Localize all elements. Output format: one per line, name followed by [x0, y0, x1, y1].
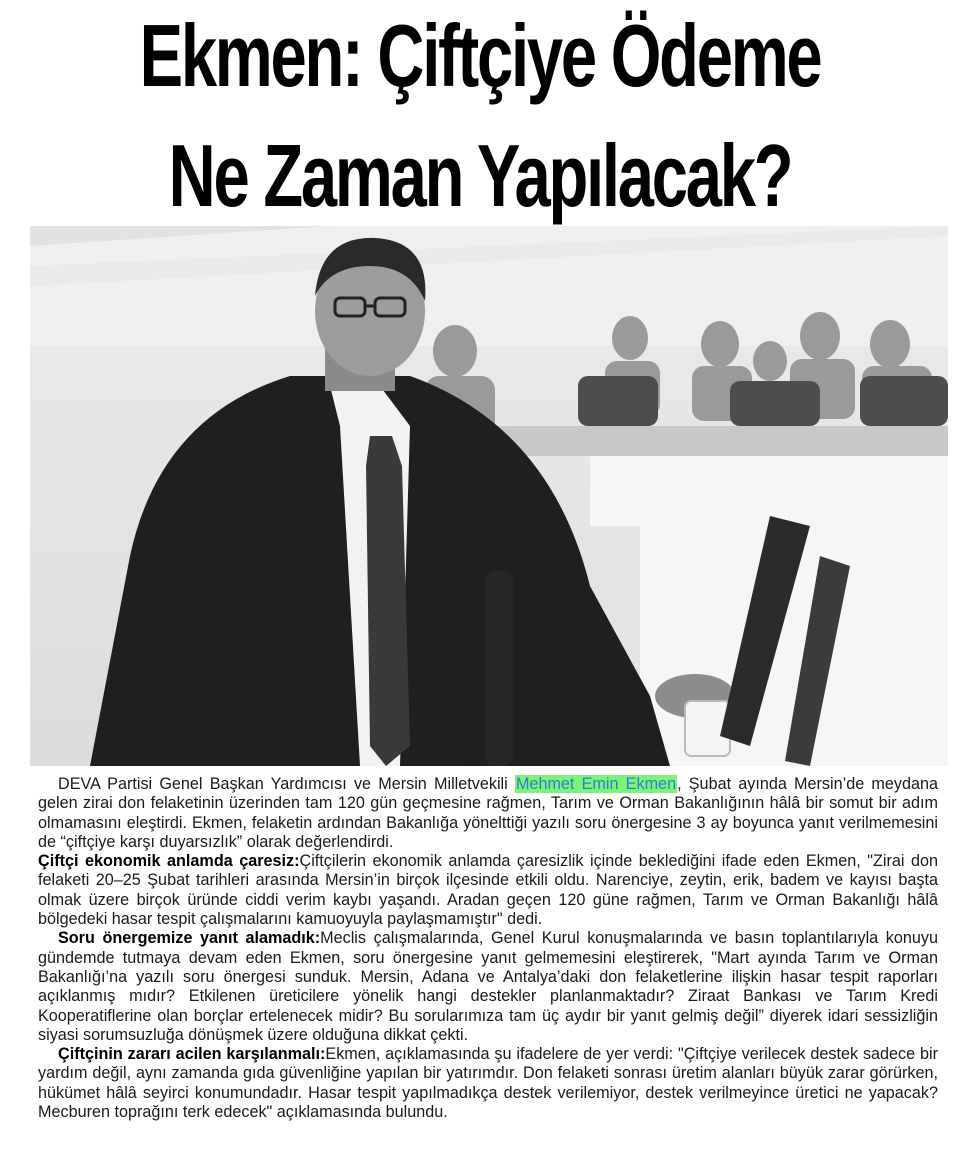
article-paragraph-3: Soru önergemize yanıt alamadık:Meclis çalışmalarında, Genel Kurul konuşmalarında ve basın toplantılarıyla konuyu gündemde tutmaya devam eden Ekmen, soru önergesine yanıt gelmemesini eleştirerek, "Mart ayında Tarım ve Orman Bakanlığı’na yazılı soru önergesi sunduk. Mersin, Adana ve Antalya’daki don felaketlerine ilişkin hasar tespit raporları açıklanmış mıdır? Etkilenen üreticilere yönelik hangi destekler planlanmaktadır? Ziraat Bankası ve Tarım Kredi Kooperatiflerine olan borçlar ertelenecek midir? Bu sorularımıza tam üç aydır bir yanıt gelmiş değil” diyerek idari sessizliğin siyasi sorumsuzluğa dönüşmek üzere olduğuna dikkat çekti. [38, 929, 938, 1044]
article-photo [30, 226, 948, 766]
headline-line-2: Ne Zaman Yapılacak? [168, 126, 792, 225]
article-body [38, 775, 938, 1122]
highlighted-name: Mehmet Emin Ekmen [515, 775, 677, 793]
headline-line-1: Ekmen: Çiftçiye Ödeme [139, 6, 821, 105]
article-paragraph-2: Çiftçi ekonomik anlamda çaresiz:Çiftçilerin ekonomik anlamda çaresizlik içinde beklediğini ifade eden Ekmen, "Zirai don felaketi 20–25 Şubat tarihleri arasında Mersin’in birçok ilçesinde etkili oldu. Narenciye, zeytin, erik, badem ve kayısı başta olmak üzere birçok üründe ciddi verim kaybı yaşandı. Aradan geçen 120 güne rağmen, Tarım ve Orman Bakanlığı hâlâ bölgedeki hasar tespit çalışmalarını kamuoyuyla paylaşmamıştır" dedi. [38, 852, 938, 929]
section-heading: Soru önergemize yanıt alamadık: [58, 929, 321, 948]
article-paragraph-1: DEVA Partisi Genel Başkan Yardımcısı ve Mersin Milletvekili Mehmet Emin Ekmen, Şubat ayında Mersin’de meydana gelen zirai don felaketinin üzerinden tam 120 gün geçmesine rağmen, Tarım ve Orman Bakanlığının hâlâ bir somut bir adım olmamasını eleştirdi. Ekmen, felaketin ardından Bakanlığa yönelttiği yazılı soru önergesine 3 ay boyunca yanıt verilmemesini de “çiftçiye karşı duyarsızlık” olarak değerlendirdi. [38, 775, 939, 851]
article-paragraph-4: Çiftçinin zararı acilen karşılanmalı:Ekmen, açıklamasında şu ifadelere de yer verdi: "Çiftçiye verilecek destek sadece bir yardım değil, aynı zamanda gıda güvenliğine yapılan bir yatırımdır. Don felaketi sonrası üretim alanları büyük zarar görürken, hükümet hâlâ seyirci konumundadır. Hasar tespit yapılmadıkça destek verilemiyor, destek verilmeyince üretici ne yapacak? Mecburen toprağını terk edecek" açıklamasında bulundu. [38, 1045, 939, 1122]
section-heading: Çiftçi ekonomik anlamda çaresiz: [38, 852, 300, 871]
section-heading: Çiftçinin zararı acilen karşılanmalı: [58, 1045, 326, 1064]
